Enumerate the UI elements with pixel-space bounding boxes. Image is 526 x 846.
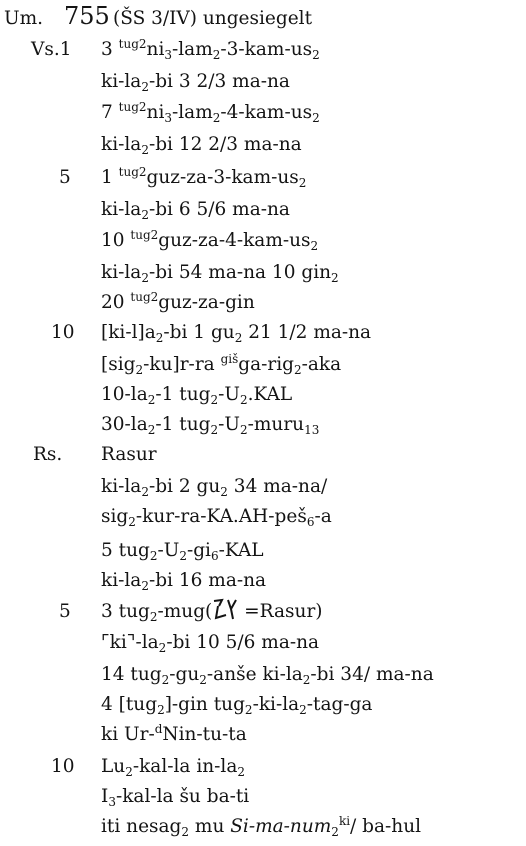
line-13 <box>0 410 526 440</box>
line-15 <box>0 472 526 502</box>
line-text: 10 $^{tug2}guz-za-4-kam-us_2$ <box>101 228 319 253</box>
line-4 <box>0 130 526 160</box>
line-10 <box>0 318 526 348</box>
line-text: Rasur <box>101 444 157 465</box>
line-18 <box>0 566 526 596</box>
line-number: 10 <box>51 322 75 343</box>
line-21 <box>0 660 526 690</box>
obverse-label: Vs.1 <box>31 39 72 60</box>
line-16 <box>0 502 526 532</box>
line-text: $30-la_2-1$ $tug_2-U_2-muru_{13}$ <box>101 414 320 437</box>
line-25 <box>0 782 526 812</box>
line-text: $ki-la_2-bi$ 2 $gu_2$ 34 ma-na/ <box>101 476 328 499</box>
line-23 <box>0 720 526 750</box>
line-text: sig$_2$-kur-ra-KA.AH-peš$_6$-a <box>101 506 332 529</box>
line-text: 5 $tug_2-U_2-gi_6$-KAL <box>101 540 264 563</box>
line-11 <box>0 350 526 380</box>
line-2 <box>0 67 526 97</box>
line-text: 7 $^{tug2}ni_3-lam_2-4-kam-us_2$ <box>101 100 320 125</box>
line-number: 5 <box>59 167 71 188</box>
line-text: $I_3-kal-la$ šu ba-ti <box>101 786 250 809</box>
text-date-seal-note: (ŠS 3/IV) ungesiegelt <box>113 8 313 29</box>
line-number: 5 <box>59 601 71 622</box>
line-20 <box>0 628 526 658</box>
line-text: $Lu_2-kal-la$ $in-la_2$ <box>101 756 245 779</box>
line-3 <box>0 98 526 128</box>
line-9 <box>0 288 526 318</box>
line-text: $⌜ki⌝-la_2-bi$ 10 5/6 ma-na <box>101 632 320 655</box>
line-24 <box>0 752 526 782</box>
line-17 <box>0 536 526 566</box>
header-line <box>0 4 526 34</box>
line-text: $ki-la_2-bi$ 6 5/6 ma-na <box>101 199 290 222</box>
text-number: 755 <box>64 2 110 30</box>
line-text: $ki-la_2-bi$ 3 2/3 ma-na <box>101 71 290 94</box>
line-text: 14 $tug_2-gu_2$-anše $ki-la_2-bi$ 34/ ma-na <box>101 664 434 687</box>
line-text: 4 [tug$_2$]-gin $tug_2-ki-la_2-tag-ga$ <box>101 694 373 717</box>
reverse-label: Rs. <box>33 444 63 465</box>
line-14 <box>0 440 526 470</box>
line-text: $ki-la_2-bi$ 16 ma-na <box>101 570 267 593</box>
line-text: 3 tug$_2$-mug( =Rasur) <box>101 597 323 627</box>
line-text: 1 $^{tug2}guz-za-3-kam-us_2$ <box>101 165 307 190</box>
line-text: iti nesag$_2$ mu Si-ma-num$_2^{ki}$/ ba-hul <box>101 814 422 839</box>
line-7 <box>0 226 526 256</box>
line-6 <box>0 195 526 225</box>
line-text: 20 $^{tug2}$guz-za-gin <box>101 290 255 313</box>
line-8 <box>0 258 526 288</box>
line-12 <box>0 380 526 410</box>
text-abbrev: Um. <box>4 8 44 29</box>
line-22 <box>0 690 526 720</box>
line-text: $ki-la_2-bi$ 54 ma-na 10 gin$_2$ <box>101 262 339 285</box>
cuneiform-sign-drawing <box>212 597 238 621</box>
line-26 <box>0 812 526 842</box>
line-text: $ki-la_2-bi$ 12 2/3 ma-na <box>101 134 302 157</box>
line-text: ki Ur-$^d$Nin-tu-ta <box>101 722 247 745</box>
line-5 <box>0 163 526 193</box>
line-text: [sig$_2$-ku]r-ra $^{giš}$ga-rig$_2$-aka <box>101 352 342 377</box>
line-number: 10 <box>51 756 75 777</box>
line-1 <box>0 35 526 65</box>
line-text: $10-la_2-1$ $tug_2-U_2.KAL$ <box>101 384 293 407</box>
line-text: $[ki-l]a_2-bi$ 1 $gu_2$ 21 1/2 ma-na <box>101 322 372 345</box>
line-text: 3 $^{tug2}ni_3-lam_2-3-kam-us_2$ <box>101 37 320 62</box>
line-19 <box>0 597 526 627</box>
